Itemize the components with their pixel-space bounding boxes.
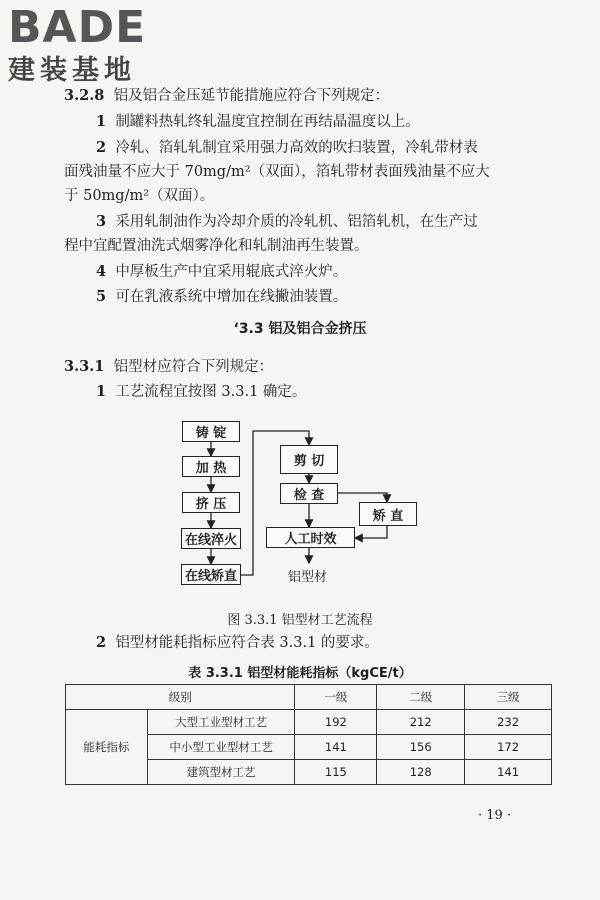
figure-caption: 图 3.3.1 铝型材工艺流程: [227, 613, 373, 628]
item-2-line-3: 于 50mg/m²（双面）。: [64, 188, 215, 204]
flow-box-straightening: 矫 直: [359, 502, 417, 526]
table-cell: 172: [465, 735, 552, 760]
clause-number: 3.3.1: [64, 358, 105, 375]
header-grade-2: 二级: [377, 685, 465, 710]
section-heading: ‘3.3 铝及铝合金挤压: [233, 321, 367, 337]
item-number: 3: [96, 213, 107, 230]
flow-box-heating: 加 热: [182, 456, 240, 477]
table-cell: 141: [295, 735, 377, 760]
table-cell: 212: [377, 710, 465, 735]
table-cell: 156: [377, 735, 465, 760]
item-2-table: [96, 633, 379, 653]
item-text: 采用轧制油作为冷却介质的冷轧机、铝箔轧机，在生产过: [115, 214, 478, 230]
flow-box-inspection: 检 查: [280, 483, 338, 504]
flow-box-online-straighten: 在线矫直: [181, 564, 241, 585]
table-cell: 141: [465, 760, 552, 785]
flow-box-aging: 人工时效: [266, 527, 355, 548]
header-level: 级别: [66, 685, 295, 710]
table-cell: 128: [377, 760, 465, 785]
row-label: 建筑型材工艺: [147, 760, 295, 785]
table-cell: 192: [295, 710, 377, 735]
item-text: 工艺流程宜按图 3.3.1 确定。: [115, 384, 307, 400]
item-text: 铝型材能耗指标应符合表 3.3.1 的要求。: [115, 635, 379, 651]
item-text: 可在乳液系统中增加在线撇油装置。: [115, 289, 348, 305]
item-number: 1: [96, 113, 107, 130]
item-text: 制罐料热轧终轧温度宜控制在再结晶温度以上。: [115, 114, 420, 130]
row-label: 大型工业型材工艺: [147, 710, 295, 735]
clause-text: 铝及铝合金压延节能措施应符合下列规定：: [113, 88, 390, 104]
clause-text: 铝型材应符合下列规定：: [113, 359, 274, 375]
item-number: 2: [96, 139, 107, 156]
item-number: 5: [96, 288, 107, 305]
table-header-row: [66, 685, 552, 710]
table-cell: 115: [295, 760, 377, 785]
flow-box-online-quench: 在线淬火: [181, 528, 241, 549]
flow-box-casting: 铸 锭: [182, 421, 240, 442]
item-number: 4: [96, 263, 107, 280]
header-grade-1: 一级: [295, 685, 377, 710]
item-3-line-2: 程中宜配置油洗式烟雾净化和轧制油再生装置。: [64, 238, 369, 254]
clause-number: 3.2.8: [64, 87, 105, 104]
item-2-line-2: 面残油量不应大于 70mg/m²（双面），箔轧带材表面残油量不应大: [64, 164, 490, 180]
flow-box-extrusion: 挤 压: [182, 492, 240, 513]
logo-text: BADE: [8, 2, 147, 53]
header-grade-3: 三级: [465, 685, 552, 710]
logo-subtitle: 建装基地: [8, 55, 136, 86]
flow-box-cutting: 剪 切: [280, 445, 338, 474]
table-cell: 232: [465, 710, 552, 735]
energy-table: [65, 684, 552, 785]
item-number: 2: [96, 634, 107, 651]
item-text: 冷轧、箔轧轧制宜采用强力高效的吹扫装置，冷轧带材表: [115, 140, 478, 156]
table-row: [66, 710, 552, 735]
flow-product-label: 铝型材: [288, 570, 328, 585]
item-text: 中厚板生产中宜采用辊底式淬火炉。: [115, 264, 348, 280]
row-label: 中小型工业型材工艺: [147, 735, 295, 760]
item-number: 1: [96, 383, 107, 400]
page-number: · 19 ·: [478, 808, 512, 823]
table-caption: 表 3.3.1 铝型材能耗指标（kgCE/t）: [188, 666, 412, 681]
row-group-label: 能耗指标: [66, 710, 148, 785]
